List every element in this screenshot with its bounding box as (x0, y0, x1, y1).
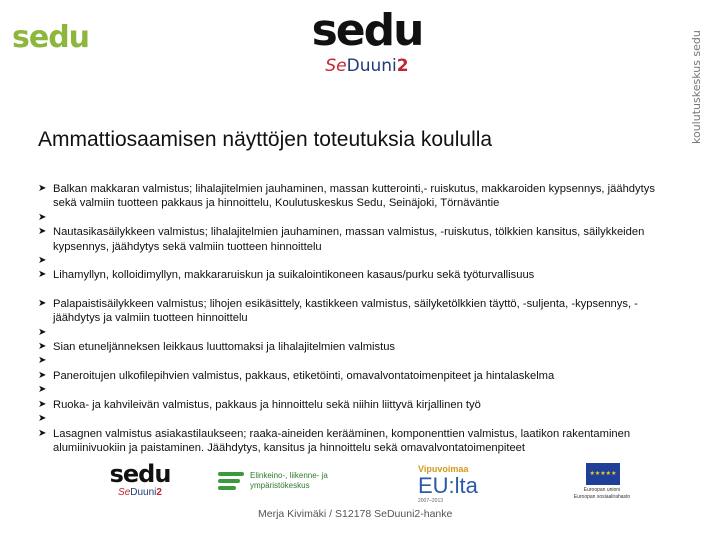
sedu-logo-small: sedu (12, 20, 90, 55)
vipu-years: 2007–2013 (418, 498, 444, 504)
ely-text (250, 471, 328, 491)
footer-seduuni-subtitle (100, 487, 180, 498)
logo-duuni: Duuni (346, 56, 397, 76)
list-item (38, 383, 678, 397)
vertical-brand-text: koulutuskeskus sedu (690, 30, 703, 144)
arrow-bullet-icon: ➤ (38, 398, 47, 410)
arrow-bullet-icon: ➤ (38, 269, 47, 281)
seduuni-subtitle (302, 56, 432, 76)
vertical-brand (690, 18, 706, 144)
footer-logo-se: Se (118, 487, 131, 498)
footer-sedu-logo (100, 462, 180, 498)
arrow-bullet-icon: ➤ (38, 226, 47, 238)
arrow-bullet-icon: ➤ (38, 384, 47, 396)
list-item (38, 211, 678, 225)
footer-logo-duuni: Duuni (130, 487, 157, 498)
eu-line1: Euroopan unioni (583, 487, 621, 493)
eu-caption (554, 487, 650, 501)
footer-credit: Merja Kivimäki / S12178 SeDuuni2-hanke (258, 508, 453, 520)
vipu-top-text: Vipuvoimaa (418, 464, 469, 474)
arrow-bullet-icon: ➤ (38, 413, 47, 425)
footer-logo-number: 2 (156, 487, 162, 498)
list-item-text: Paneroitujen ulkofilepihvien valmistus, pakkaus, etiketöinti, omavalvontatoimenpiteet ja hintalaskelma (53, 369, 555, 382)
list-item-text (53, 383, 678, 397)
list-item (38, 412, 678, 426)
vipuvoimaa-logo (418, 464, 478, 504)
list-item (38, 268, 678, 282)
seduuni-logo (302, 5, 432, 76)
arrow-bullet-icon: ➤ (38, 341, 47, 353)
list-item (38, 225, 678, 254)
eu-line2: Euroopan sosiaalirahasto (573, 494, 631, 500)
list-item-text: Ruoka- ja kahvileivän valmistus, pakkaus ja hinnoittelu sekä niihin liittyvä kirjallinen työ (53, 398, 481, 411)
list-item (38, 354, 678, 368)
list-item-text (53, 211, 678, 225)
list-item (38, 369, 678, 383)
list-item (38, 182, 678, 211)
list-item (38, 427, 678, 456)
list-item-text: Balkan makkaran valmistus; lihalajitelmien jauhaminen, massan kutterointi,- ruiskutus, makkaroiden kypsennys, jäähdytys sekä valmiin tuotteen pakkaus ja hinnoittelu, Koulutuskeskus Sedu, Seinäjoki, Törnäväntie (53, 183, 655, 210)
list-item (38, 254, 678, 268)
ely-line1: Elinkeino-, liikenne- ja (250, 471, 328, 480)
footer-sedu-text: sedu (109, 460, 171, 488)
eu-flag-icon (586, 463, 620, 485)
list-item-text: Sian etuneljänneksen leikkaus luuttomaksi ja lihalajitelmien valmistus (53, 341, 396, 354)
list-item-text (53, 412, 678, 426)
logo-number: 2 (396, 56, 409, 76)
ely-line2: ympäristökeskus (250, 481, 310, 490)
logo-se: Se (325, 56, 347, 76)
sedu-logo-text: sedu (311, 5, 423, 56)
list-item-text (53, 326, 678, 340)
arrow-bullet-icon: ➤ (38, 427, 47, 439)
list-item-text: Lihamyllyn, kolloidimyllyn, makkararuiskun ja suikalointikoneen kasaus/purku sekä työturvallisuus (53, 269, 535, 282)
arrow-bullet-icon: ➤ (38, 211, 47, 223)
list-spacer (38, 283, 678, 297)
list-item-text (53, 254, 678, 268)
arrow-bullet-icon: ➤ (38, 255, 47, 267)
list-item-text: Nautasikasäilykkeen valmistus; lihalajitelmien jauhaminen, massan valmistus, -ruiskutus, tölkkien kansitus, säilykkeiden kypsennys, jäähdytys sekä valmiin tuotteen hinnoittelu (53, 226, 645, 253)
arrow-bullet-icon: ➤ (38, 369, 47, 381)
bullet-list (38, 182, 678, 455)
arrow-bullet-icon: ➤ (38, 355, 47, 367)
ely-waves-icon (218, 470, 246, 492)
list-item-text: Palapaistisäilykkeen valmistus; lihojen esikäsittely, kastikkeen valmistus, säilyketölkkien täyttö, -suljenta, -kypsennys, -jäähdytys ja valmiin tuotteen hinnoittelu (53, 297, 638, 325)
list-item (38, 398, 678, 412)
ely-logo (218, 470, 328, 492)
arrow-bullet-icon: ➤ (38, 183, 47, 194)
list-item (38, 297, 678, 326)
page-title: Ammattiosaamisen näyttöjen toteutuksia koululla (38, 128, 493, 151)
list-item (38, 326, 678, 340)
arrow-bullet-icon: ➤ (38, 326, 47, 338)
eu-stars-icon: ★★★★★ (589, 471, 617, 477)
vipu-eu-text: EU:lta (418, 473, 478, 498)
list-item-text (53, 354, 678, 368)
list-item-text: Lasagnen valmistus asiakastilaukseen; raaka-aineiden kerääminen, komponenttien valmistus, laatikon rakentaminen alumiinivuokiin ja paistaminen. Jäähdytys, kansitus ja hinnoittelu sekä omavalvontatoimenpiteet (53, 427, 631, 454)
arrow-bullet-icon: ➤ (38, 297, 47, 309)
list-item (38, 340, 678, 354)
